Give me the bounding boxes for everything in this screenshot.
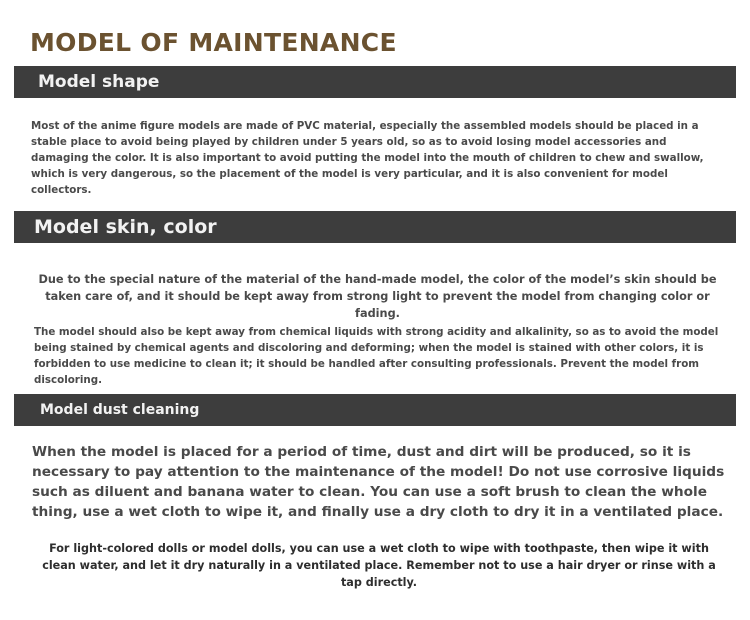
- section-header-model-dust-cleaning: [14, 394, 736, 426]
- section-heading: Model shape: [38, 72, 160, 92]
- section-heading: Model skin, color: [34, 216, 217, 238]
- section-heading: Model dust cleaning: [40, 402, 200, 418]
- section-paragraph: The model should also be kept away from chemical liquids with strong acidity and alkalinity, so as to avoid the model being stained by chemical agents and discoloring and deforming; when the model is stained with other colors, it is forbidden to use medicine to clean it; it should be handled after consulting professionals. Prevent the model from discoloring.: [34, 326, 719, 386]
- section-paragraph: For light-colored dolls or model dolls, you can use a wet cloth to wipe with toothpaste, then wipe it with clean water, and let it dry naturally in a ventilated place. Remember not to use a hair dryer or rinse with a tap directly.: [42, 542, 716, 589]
- section-paragraph: Most of the anime figure models are made of PVC material, especially the assembled models should be placed in a stable place to avoid being played by children under 5 years old, so as to avoid losing model accessories and damaging the color. It is also important to avoid putting the model into the mouth of children to chew and swallow, which is very dangerous, so the placement of the model is very particular, and it is also convenient for model collectors.: [31, 120, 704, 196]
- page-title: MODEL OF MAINTENANCE: [30, 28, 397, 57]
- section-header-model-shape: [14, 66, 736, 98]
- section-paragraph: When the model is placed for a period of time, dust and dirt will be produced, so it is necessary to pay attention to the maintenance of the model! Do not use corrosive liquids such as diluent and banana water to clean. You can use a soft brush to clean the whole thing, use a wet cloth to wipe it, and finally use a dry cloth to dry it in a ventilated place.: [32, 444, 725, 520]
- section-header-model-skin-color: [14, 211, 736, 243]
- section-paragraph: Due to the special nature of the material of the hand-made model, the color of the model’s skin should be taken care of, and it should be kept away from strong light to prevent the model from changing color or fading.: [38, 273, 717, 320]
